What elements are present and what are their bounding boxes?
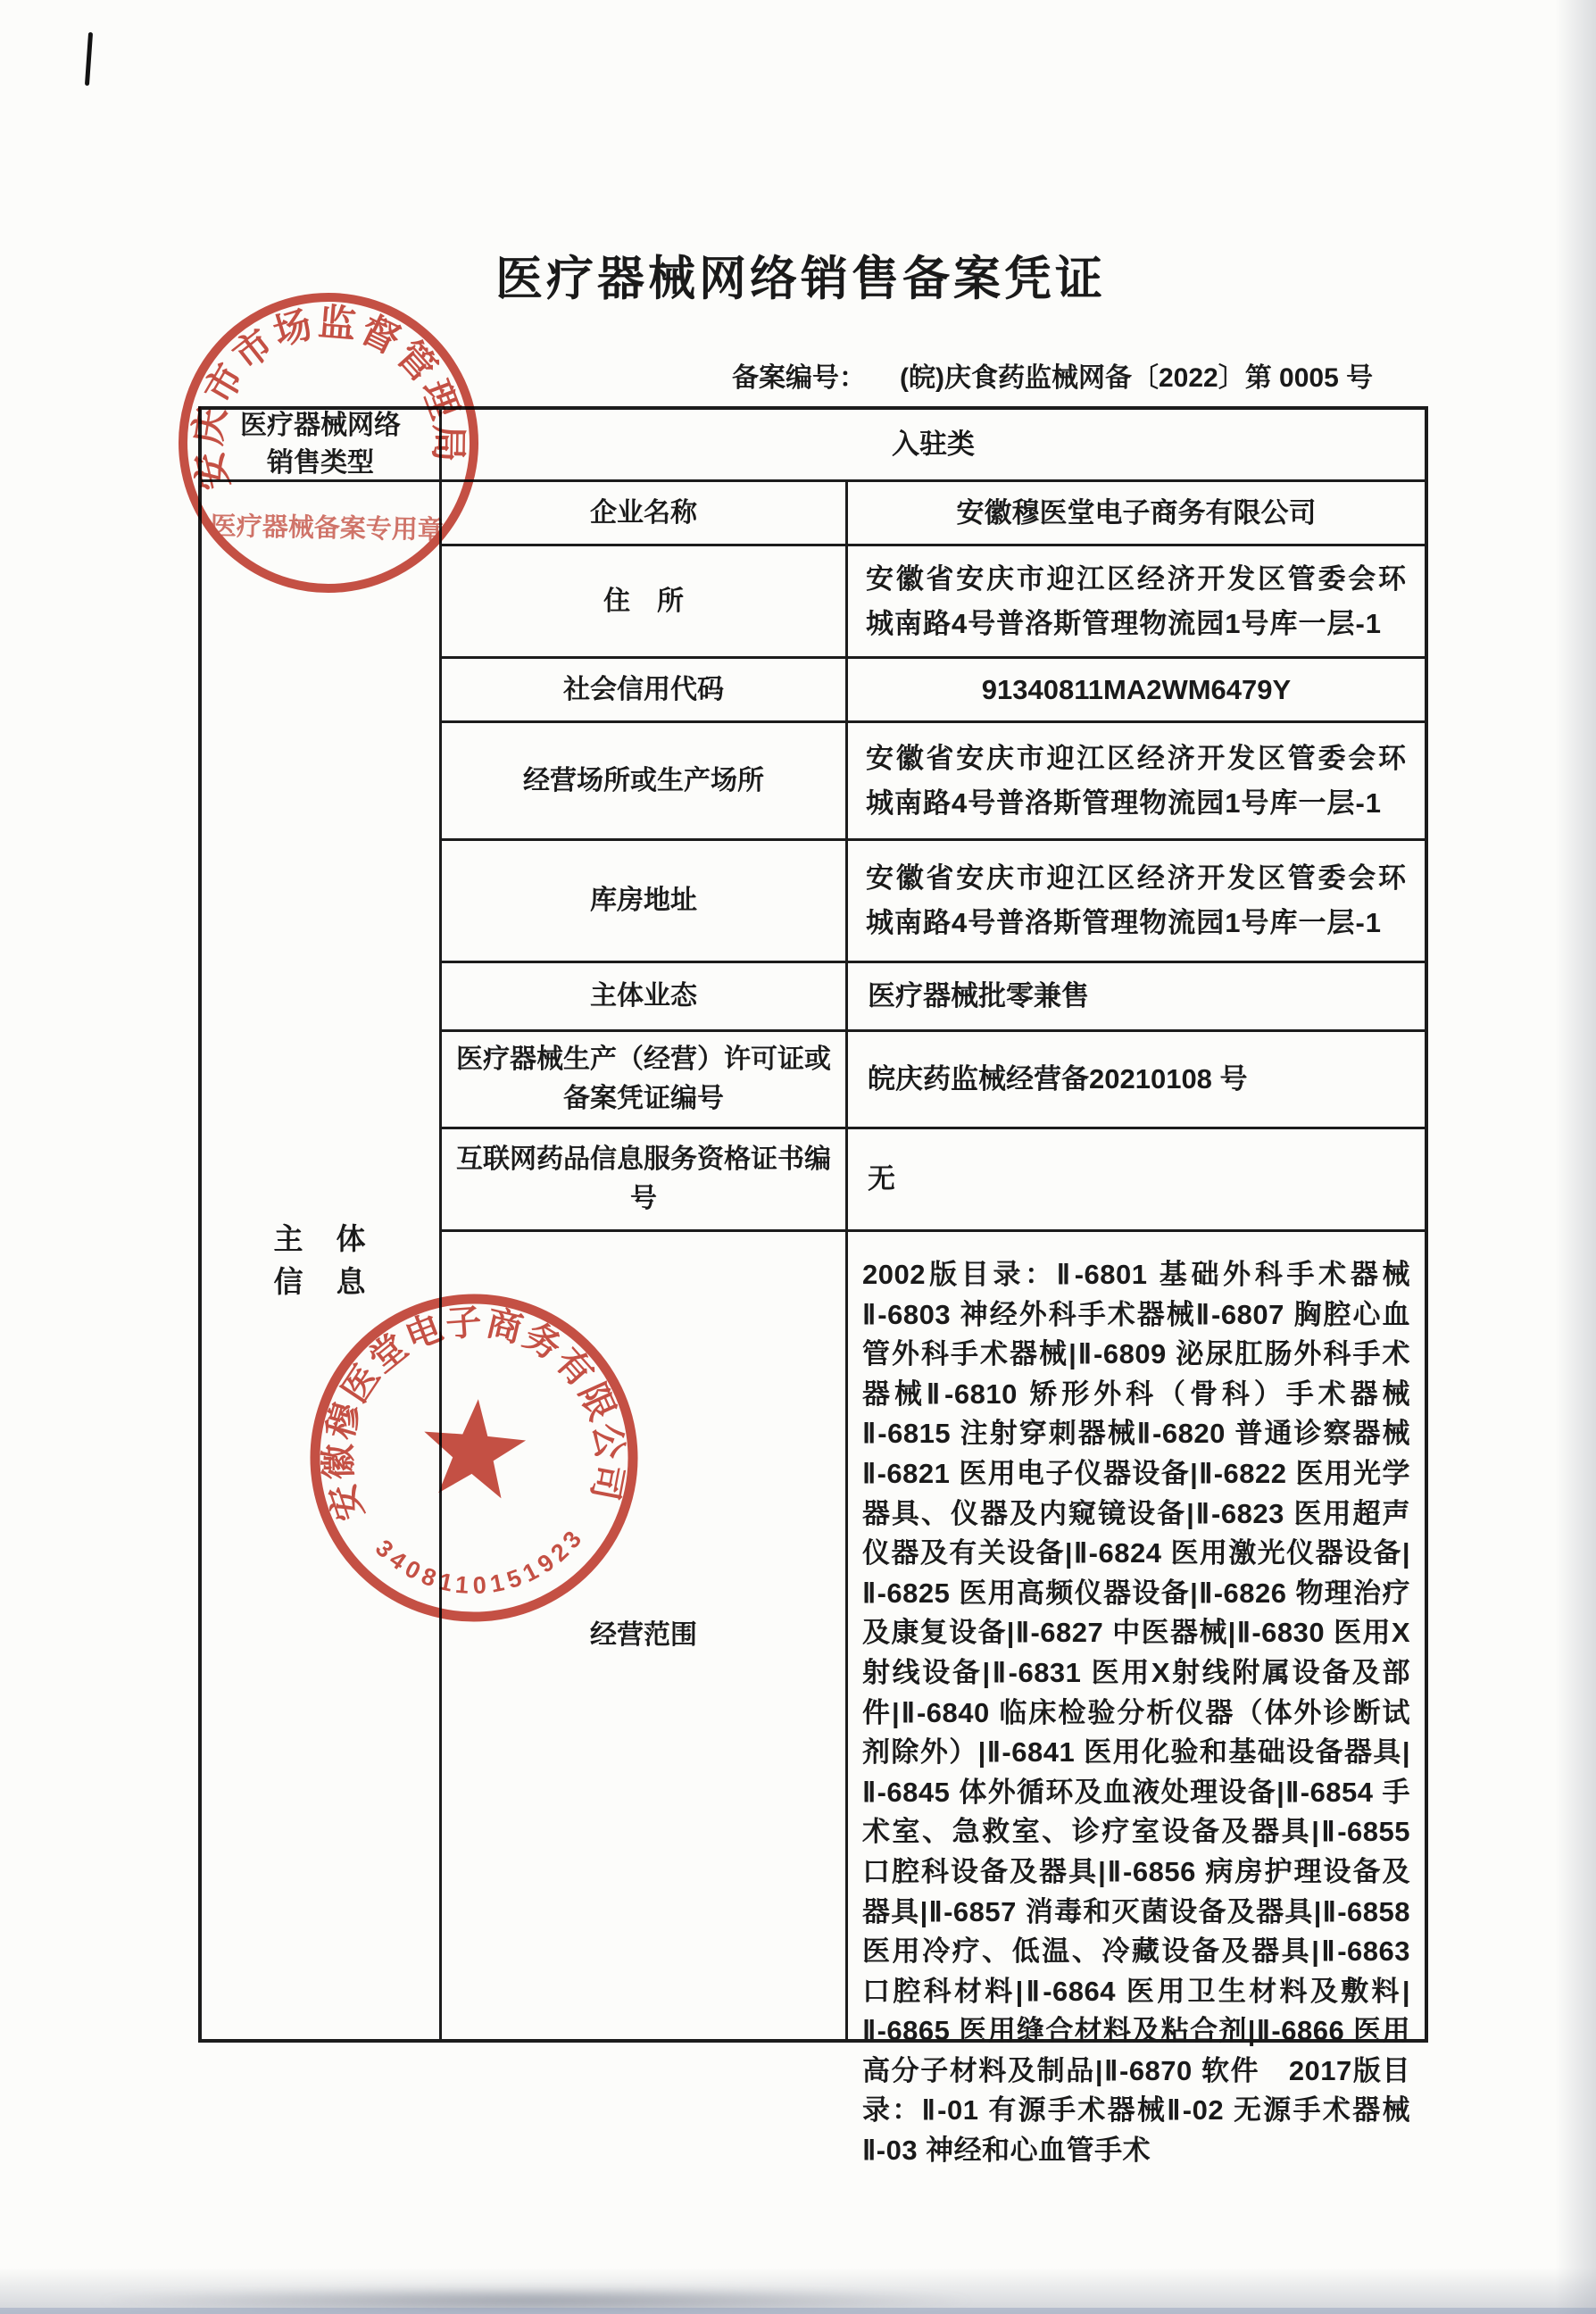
company-name-value: 安徽穆医堂电子商务有限公司 xyxy=(845,479,1425,544)
registration-number-label: 备案编号： xyxy=(732,363,866,393)
warehouse-address-label: 库房地址 xyxy=(439,838,845,961)
authority-seal-inner-text: 医疗器械备案专用章 xyxy=(210,512,445,545)
business-format-label: 主体业态 xyxy=(439,961,845,1029)
license-number-value: 皖庆药监械经营备20210108 号 xyxy=(845,1029,1425,1127)
credit-code-value: 91340811MA2WM6479Y xyxy=(845,656,1425,720)
authority-seal-arc-text: 安庆市市场监督管理局 xyxy=(186,300,470,495)
registration-number-value: (皖)庆食药监械网备〔2022〕第 0005 号 xyxy=(900,363,1374,393)
business-format-value: 医疗器械批零兼售 xyxy=(845,961,1425,1029)
svg-text:安庆市市场监督管理局 xyxy=(172,287,474,495)
svg-text:安徽穆医堂电子商务有限公司 xyxy=(309,1293,633,1526)
company-seal-star xyxy=(419,1394,528,1500)
sales-type-value: 入驻类 xyxy=(439,410,1425,479)
residence-label: 住 所 xyxy=(439,544,845,656)
certificate-table xyxy=(198,406,1428,2167)
authority-seal xyxy=(168,282,489,603)
registration-number-line xyxy=(732,355,1373,395)
company-seal-number: 3408110151923 xyxy=(370,1521,590,1600)
company-seal xyxy=(295,1279,653,1636)
side-header-line2: 信 息 xyxy=(273,1265,368,1298)
scan-edge-strip xyxy=(0,2308,1596,2314)
sales-type-label: 医疗器械网络销售类型 xyxy=(240,411,401,478)
credit-code-label: 社会信用代码 xyxy=(439,656,845,720)
pen-mark xyxy=(85,32,93,86)
company-seal-arc-text: 安徽穆医堂电子商务有限公司 xyxy=(319,1302,630,1526)
internet-drug-cert-value: 无 xyxy=(845,1127,1425,1229)
page-title: 医疗器械网络销售备案凭证 xyxy=(495,253,1106,305)
license-number-label: 医疗器械生产（经营）许可证或备案凭证编号 xyxy=(439,1029,845,1127)
business-scope-label: 经营范围 xyxy=(439,1229,845,2039)
internet-drug-cert-label: 互联网药品信息服务资格证书编号 xyxy=(439,1127,845,1229)
side-header-line1: 主 体 xyxy=(273,1222,368,1255)
business-premises-value: 安徽省安庆市迎江区经济开发区管委会环城南路4号普洛斯管理物流园1号库一层-1 xyxy=(845,720,1425,838)
warehouse-address-value: 安徽省安庆市迎江区经济开发区管委会环城南路4号普洛斯管理物流园1号库一层-1 xyxy=(845,838,1425,961)
scan-edge-right xyxy=(1555,0,1596,2314)
business-scope-value: 2002版目录：Ⅱ-6801 基础外科手术器械Ⅱ-6803 神经外科手术器械Ⅱ-6807 胸腔心血管外科手术器械|Ⅱ-6809 泌尿肛肠外科手术器械Ⅱ-6810 矫形外科（骨科）手术器械Ⅱ-6815 注射穿刺器械Ⅱ-6820 普通诊察器械Ⅱ-6821 医用电子仪器设备|Ⅱ-6822 医用光学器具、仪器及内窥镜设备|Ⅱ-6823 医用超声仪器及有关设备|Ⅱ-6824 医用激光仪器设备|Ⅱ-6825 医用高频仪器设备|Ⅱ-6826 物理治疗及康复设备|Ⅱ-6827 中医器械|Ⅱ-6830 医用X射线设备|Ⅱ-6831 医用X射线附属设备及部件|Ⅱ-6840 临床检验分析仪器（体外诊断试剂除外）|Ⅱ-6841 医用化验和基础设备器具|Ⅱ-6845 体外循环及血液处理设备|Ⅱ-6854 手术室、急救室、诊疗室设备及器具|Ⅱ-6855 口腔科设备及器具|Ⅱ-6856 病房护理设备及器具|Ⅱ-6857 消毒和灭菌设备及器具|Ⅱ-6858 医用冷疗、低温、冷藏设备及器具|Ⅱ-6863 口腔科材料|Ⅱ-6864 医用卫生材料及敷料|Ⅱ-6865 医用缝合材料及粘合剂|Ⅱ-6866 医用高分子材料及制品|Ⅱ-6870 软件 2017版目录：Ⅱ-01 有源手术器械Ⅱ-02 无源手术器械Ⅱ-03 神经和心血管手术 xyxy=(845,1229,1425,2039)
business-premises-label: 经营场所或生产场所 xyxy=(439,720,845,838)
company-name-label: 企业名称 xyxy=(439,479,845,544)
residence-value: 安徽省安庆市迎江区经济开发区管委会环城南路4号普洛斯管理物流园1号库一层-1 xyxy=(845,544,1425,656)
side-header-subject-info xyxy=(202,479,439,2039)
